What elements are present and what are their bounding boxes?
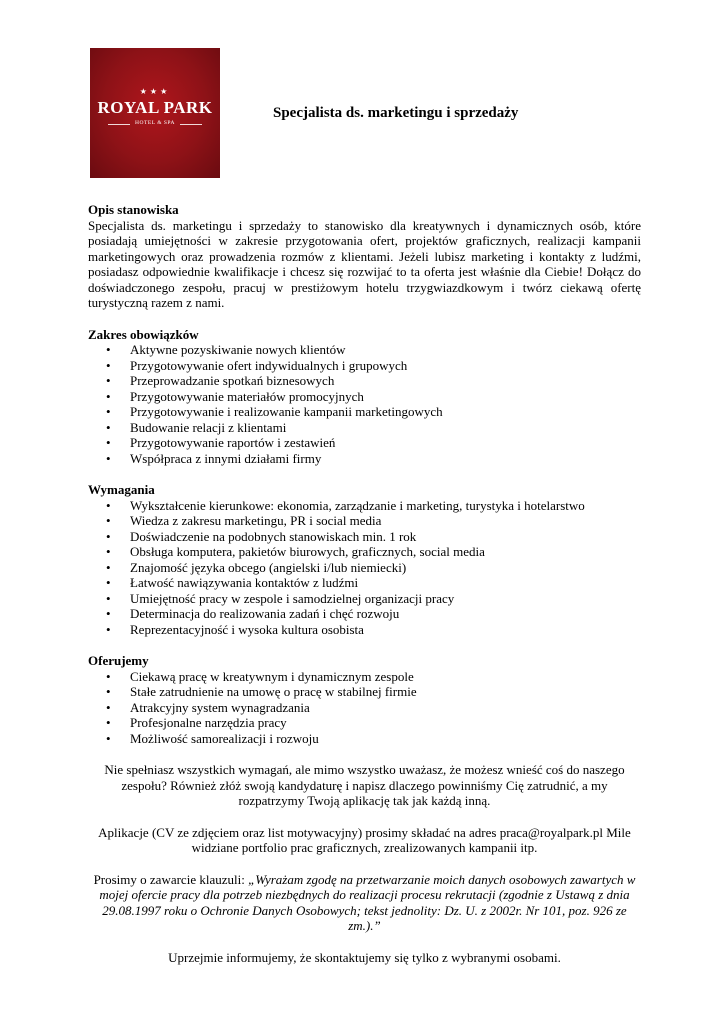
logo-subtitle-row [108, 120, 202, 128]
bullet-icon: • [106, 373, 111, 388]
list-item-text: Obsługa komputera, pakietów biurowych, graficznych, social media [130, 544, 485, 559]
list-item [88, 715, 641, 731]
logo-subtitle: HOTEL & SPA [135, 120, 175, 126]
bullet-icon: • [106, 590, 111, 606]
section-duties [88, 327, 641, 467]
list-item-text: Aktywne pozyskiwanie nowych klientów [130, 342, 346, 357]
list-item-text: Budowanie relacji z klientami [130, 419, 287, 435]
bullet-icon: • [106, 497, 111, 513]
list-item [88, 606, 641, 622]
description-heading: Opis stanowiska [88, 202, 179, 217]
encourage-paragraph: Nie spełniasz wszystkich wymagań, ale mimo wszystko uważasz, że możesz wnieść coś do naszego zespołu? Również złóż swoją kandydaturę i napisz dlaczego powinniśmy Cię zatrudnić, a my rozpatrzymy Twoją aplikację tak jak każdą inną. [104, 762, 625, 808]
list-item [88, 669, 641, 685]
list-item [88, 591, 641, 607]
offer-list [88, 669, 641, 747]
royal-park-logo [90, 48, 220, 178]
list-item-text: Stałe zatrudnienie na umowę o pracę w stabilnej firmie [130, 684, 417, 699]
bullet-icon: • [106, 606, 111, 621]
section-requirements [88, 482, 641, 637]
section-offer [88, 653, 641, 746]
duties-list [88, 342, 641, 466]
clause-paragraph [88, 872, 641, 934]
list-item [88, 342, 641, 358]
logo-divider-right [180, 124, 202, 125]
list-item [88, 389, 641, 405]
bullet-icon: • [106, 699, 111, 715]
bullet-icon: • [106, 575, 111, 590]
notice-paragraph: Uprzejmie informujemy, że skontaktujemy się tylko z wybranymi osobami. [168, 949, 561, 965]
list-item-text: Ciekawą pracę w kreatywnym i dynamicznym zespole [130, 668, 414, 684]
bullet-icon: • [106, 357, 111, 373]
list-item [88, 373, 641, 389]
description-text: Specjalista ds. marketingu i sprzedaży to stanowisko dla kreatywnych i dynamicznych osób, które posiadają umiejętności w zakresie przygotowania ofert, projektów graficznych, realizacji kampanii marketingowych oraz prowadzenia rozmów z klientami. Jeżeli lubisz marketing i kontakty z ludźmi, posiadasz odpowiednie kwalifikacje i chcesz się rozwijać to ta oferta jest właśnie dla Ciebie! Dołącz do doświadczonego zespołu, pracuj w prestiżowym hotelu trzygwiazdkowym i twórz ciekawą ofertę turystyczną razem z nami. [88, 217, 641, 310]
clause-text: „Wyrażam zgodę na przetwarzanie moich danych osobowych zawartych w mojej ofercie pracy dla potrzeb niezbędnych do realizacji procesu rekrutacji (zgodnie z Ustawą z dnia 29.08.1997 roku o Ochronie Danych Osobowych; tekst jednolity: Dz. U. z 2002r. Nr 101, poz. 926 ze zm.).” [99, 871, 636, 933]
list-item [88, 498, 641, 514]
bullet-icon: • [106, 668, 111, 684]
logo-name: ROYAL PARK [97, 98, 213, 117]
list-item-text: Przygotowywanie i realizowanie kampanii marketingowych [130, 404, 443, 419]
list-item [88, 575, 641, 591]
list-item-text: Wykształcenie kierunkowe: ekonomia, zarządzanie i marketing, turystyka i hotelarstwo [130, 497, 585, 513]
offer-heading: Oferujemy [88, 653, 149, 668]
bullet-icon: • [106, 684, 111, 699]
list-item-text: Znajomość języka obcego (angielski i/lub niemiecki) [130, 559, 407, 575]
bullet-icon: • [106, 715, 111, 730]
list-item [88, 435, 641, 451]
bullet-icon: • [106, 730, 111, 746]
list-item-text: Przygotowywanie raportów i zestawień [130, 435, 336, 450]
apply-paragraph: Aplikacje (CV ze zdjęciem oraz list motywacyjny) prosimy składać na adres praca@royalpark.pl Mile widziane portfolio prac graficznych, zrealizowanych kampanii itp. [98, 824, 631, 855]
list-item [88, 731, 641, 747]
list-item [88, 513, 641, 529]
list-item-text: Przygotowywanie ofert indywidualnych i grupowych [130, 357, 408, 373]
requirements-heading: Wymagania [88, 482, 155, 497]
list-item-text: Profesjonalne narzędzia pracy [130, 715, 287, 730]
section-description [88, 202, 641, 311]
job-title: Specjalista ds. marketingu i sprzedaży [273, 105, 519, 121]
list-item [88, 420, 641, 436]
job-offer-content [88, 202, 641, 965]
clause-intro: Prosimy o zawarcie klauzuli: [93, 871, 249, 887]
list-item [88, 684, 641, 700]
duties-heading: Zakres obowiązków [88, 326, 199, 342]
bullet-icon: • [106, 544, 111, 559]
list-item [88, 404, 641, 420]
list-item [88, 529, 641, 545]
requirements-list [88, 498, 641, 638]
list-item-text: Przeprowadzanie spotkań biznesowych [130, 373, 335, 388]
list-item [88, 622, 641, 638]
bullet-icon: • [106, 528, 111, 544]
list-item-text: Współpraca z innymi działami firmy [130, 450, 322, 466]
bullet-icon: • [106, 342, 111, 357]
list-item-text: Atrakcyjny system wynagradzania [130, 699, 310, 715]
list-item [88, 358, 641, 374]
bullet-icon: • [106, 513, 111, 528]
list-item-text: Wiedza z zakresu marketingu, PR i social media [130, 513, 382, 528]
list-item-text: Łatwość nawiązywania kontaktów z ludźmi [130, 575, 359, 590]
list-item-text: Umiejętność pracy w zespole i samodzielnej organizacji pracy [130, 590, 455, 606]
list-item-text: Reprezentacyjność i wysoka kultura osobista [130, 621, 364, 637]
logo-stars: ★★★ [139, 87, 171, 96]
list-item [88, 451, 641, 467]
list-item-text: Przygotowywanie materiałów promocyjnych [130, 388, 364, 404]
bullet-icon: • [106, 450, 111, 466]
bullet-icon: • [106, 419, 111, 435]
bullet-icon: • [106, 621, 111, 637]
list-item-text: Możliwość samorealizacji i rozwoju [130, 730, 319, 746]
list-item-text: Determinacja do realizowania zadań i chęć rozwoju [130, 606, 400, 621]
bullet-icon: • [106, 404, 111, 419]
list-item [88, 544, 641, 560]
bullet-icon: • [106, 435, 111, 450]
list-item-text: Doświadczenie na podobnych stanowiskach min. 1 rok [130, 528, 417, 544]
bullet-icon: • [106, 559, 111, 575]
list-item [88, 560, 641, 576]
list-item [88, 700, 641, 716]
bullet-icon: • [106, 388, 111, 404]
